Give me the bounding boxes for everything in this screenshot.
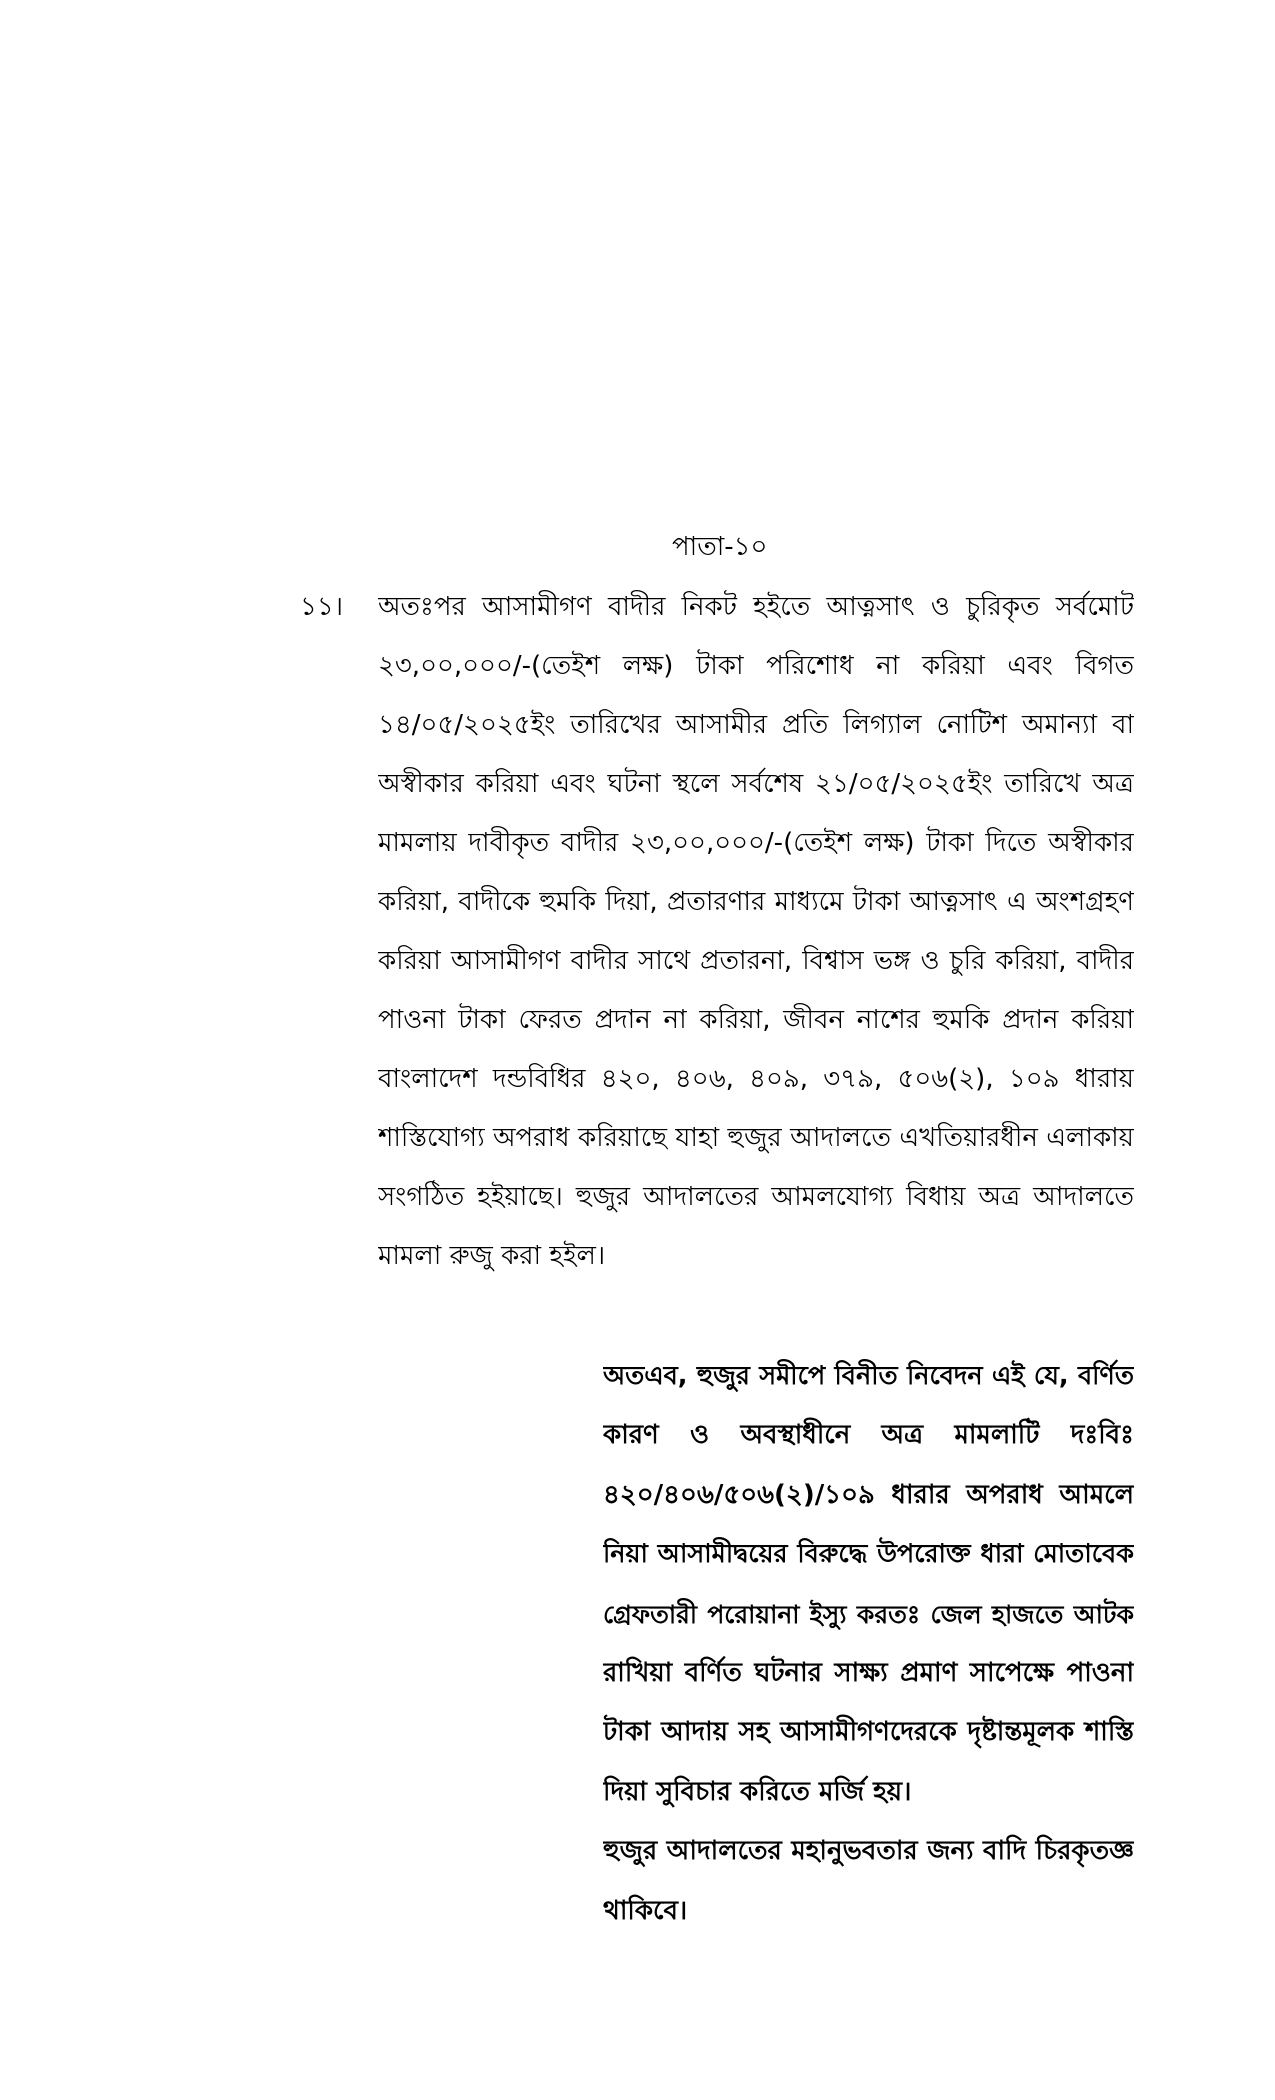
prayer-line: কারণ ও অবস্থাধীনে অত্র মামলাটি দঃবিঃ [603,1420,1134,1451]
prayer-line: ৪২০/৪০৬/৫০৬(২)/১০৯ ধারার অপরাধ আমলে [603,1479,1134,1510]
prayer-line: রাখিয়া বর্ণিত ঘটনার সাক্ষ্য প্রমাণ সাপেক্ষে পাওনা [603,1657,1134,1688]
prayer-line: গ্রেফতারী পরোয়ানা ইস্যু করতঃ জেল হাজতে আটক [603,1599,1134,1629]
paragraph-line: সংগঠিত হইয়াছে। হুজুর আদালতের আমলযোগ্য বিধায় অত্র আদালতে [378,1182,1134,1212]
prayer-section [603,1347,1134,1941]
prayer-line: থাকিবে। [603,1895,688,1926]
paragraph-line: করিয়া আসামীগণ বাদীর সাথে প্রতারনা, বিশ্বাস ভঙ্গ ও চুরি করিয়া, বাদীর [378,946,1134,976]
paragraph-body [378,578,1134,1286]
prayer-line: নিয়া আসামীদ্বয়ের বিরুদ্ধে উপরোক্ত ধারা মোতাবেক [603,1539,1134,1570]
prayer-line: অতএব, হুজুর সমীপে বিনীত নিবেদন এই যে, বর্ণিত [603,1361,1134,1391]
paragraph-line: করিয়া, বাদীকে হুমকি দিয়া, প্রতারণার মাধ্যমে টাকা আত্নসাৎ এ অংশগ্রহণ [378,887,1134,917]
paragraph-line: ১৪/০৫/২০২৫ইং তারিখের আসামীর প্রতি লিগ্যাল নোটিশ অমান্যা বা [378,710,1134,740]
paragraph-line: শাস্তিযোগ্য অপরাধ করিয়াছে যাহা হুজুর আদালতে এখতিয়ারধীন এলাকায় [378,1123,1134,1153]
prayer-line: দিয়া সুবিচার করিতে মর্জি হয়। [603,1776,912,1807]
page-number-label: পাতা-১০ [672,532,768,562]
paragraph-line: পাওনা টাকা ফেরত প্রদান না করিয়া, জীবন নাশের হুমকি প্রদান করিয়া [378,1005,1134,1035]
paragraph-line: অস্বীকার করিয়া এবং ঘটনা স্থলে সর্বশেষ ২১/০৫/২০২৫ইং তারিখে অত্র [378,769,1134,799]
paragraph-line: মামলা রুজু করা হইল। [378,1241,606,1271]
paragraph-line: অতঃপর আসামীগণ বাদীর নিকট হইতে আত্নসাৎ ও চুরিকৃত সর্বমোট [378,592,1134,622]
paragraph-line: ২৩,০০,০০০/-(তেইশ লক্ষ) টাকা পরিশোধ না করিয়া এবং বিগত [378,651,1134,681]
paragraph-line: বাংলাদেশ দন্ডবিধির ৪২০, ৪০৬, ৪০৯, ৩৭৯, ৫০৬(২), ১০৯ ধারায় [378,1064,1134,1094]
paragraph-line: মামলায় দাবীকৃত বাদীর ২৩,০০,০০০/-(তেইশ লক্ষ) টাকা দিতে অস্বীকার [378,828,1134,858]
prayer-line: হুজুর আদালতের মহানুভবতার জন্য বাদি চিরকৃতজ্ঞ [603,1836,1134,1867]
paragraph-number: ১১। [300,592,344,622]
prayer-line: টাকা আদায় সহ আসামীগণদেরকে দৃষ্টান্তমূলক শাস্তি [603,1717,1134,1748]
